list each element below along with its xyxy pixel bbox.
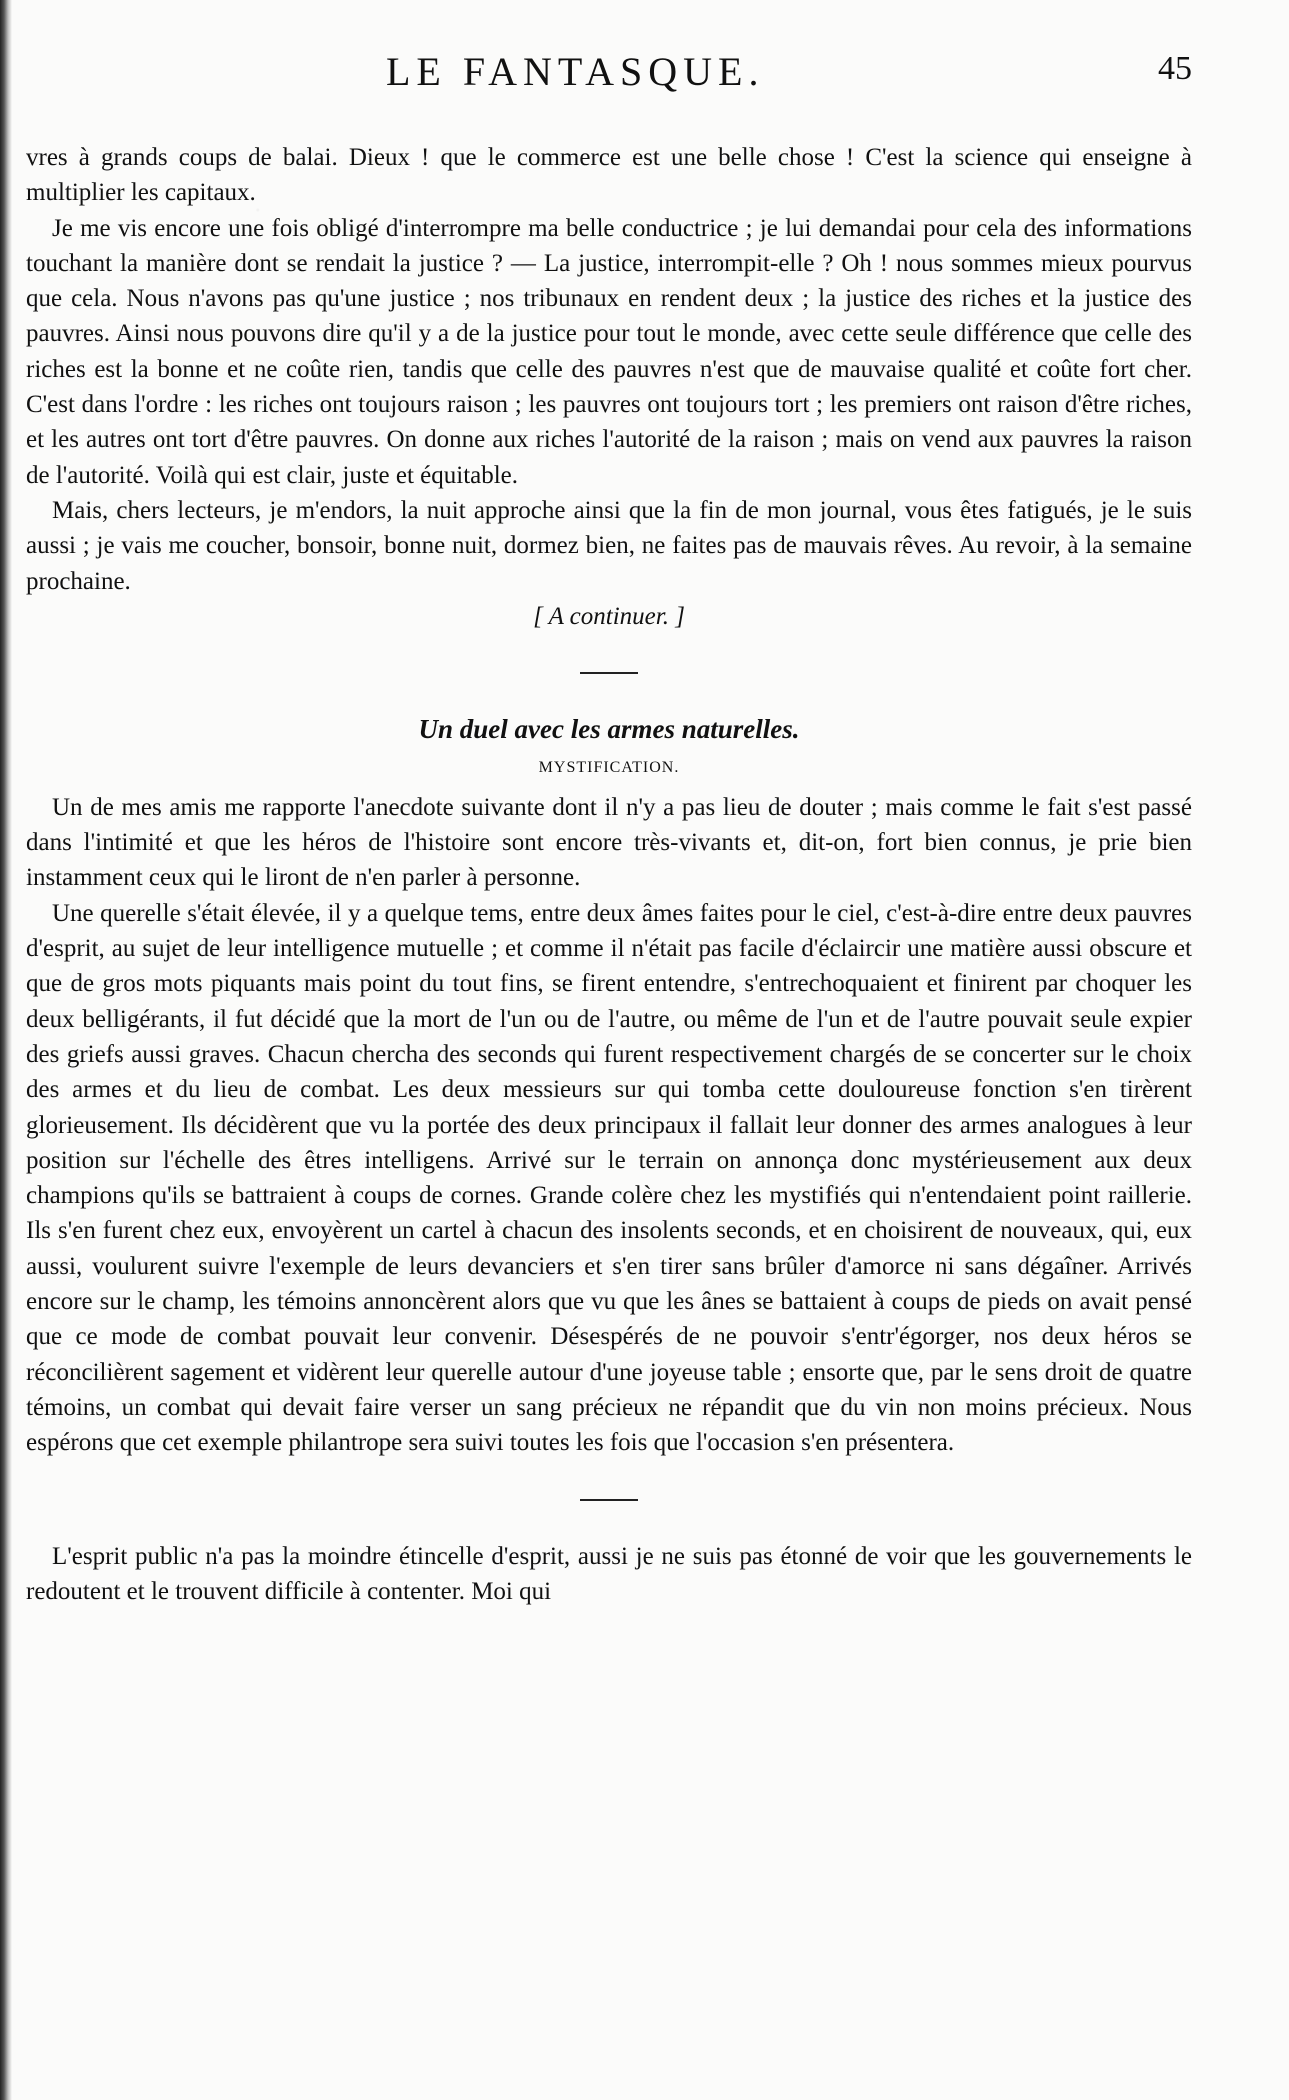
page-number: 45 [1158, 50, 1192, 87]
running-title: LE FANTASQUE. [386, 49, 765, 94]
paragraph-farewell: Mais, chers lecteurs, je m'endors, la nuit approche ainsi que la fin de mon journal, vous êtes fatigués, je le suis aussi ; je vais me coucher, bonsoir, bonne nuit, dormez bien, ne faites pas de mauvais rêves. Au revoir, à la semaine prochaine. [26, 496, 1192, 595]
continuation-note: [ A continuer. ] [533, 602, 685, 630]
paragraph-continued: vres à grands coups de balai. Dieux ! que le commerce est une belle chose ! C'est la science qui enseigne à multiplier les capitaux. [26, 144, 1192, 207]
paragraph-justice: Je me vis encore une fois obligé d'interrompre ma belle conductrice ; je lui demandai pour cela des informations touchant la manière dont se rendait la justice ? — La justice, interrompit-elle ? Oh ! nous sommes mieux pourvus que cela. Nous n'avons pas qu'une justice ; nos tribunaux en rendent deux ; la justice des riches et la justice des pauvres. Ainsi nous pouvons dire qu'il y a de la justice pour tout le monde, avec cette seule différence que celle des riches est la bonne et ne coûte rien, tandis que celle des pauvres n'est que de mauvaise qualité et coûte fort cher. C'est dans l'ordre : les riches ont toujours raison ; les pauvres ont toujours tort ; les premiers ont raison d'être riches, et les autres ont tort d'être pauvres. On donne aux riches l'autorité de la raison ; mais on vend aux pauvres la raison de l'autorité. Voilà qui est clair, juste et équitable. [26, 214, 1192, 489]
section-divider [580, 1499, 638, 1501]
article-title: Un duel avec les armes naturelles. [418, 713, 800, 744]
paragraph-duel: Une querelle s'était élevée, il y a quelque tems, entre deux âmes faites pour le ciel, c'est-à-dire entre deux pauvres d'esprit, au sujet de leur intelligence mutuelle ; et comme il n'était pas facile d'éclaircir une matière aussi obscure et que de gros mots piquants mais point du tout fins, se firent entendre, s'entrechoquaient et finirent par choquer les deux belligérants, il fut décidé que la mort de l'un ou de l'autre, ou même de l'un et de l'autre pouvait seule expier des griefs aussi graves. Chacun chercha des seconds qui furent respectivement chargés de se concerter sur le choix des armes et du lieu de combat. Les deux messieurs sur qui tomba cette douloureuse fonction s'en tirèrent glorieusement. Ils décidèrent que vu la portée des deux principaux il fallait leur donner des armes analogues à leur position sur l'échelle des êtres intelligens. Arrivé sur le terrain on annonça donc mystérieusement aux deux champions qu'ils se battraient à coups de cornes. Grande colère chez les mystifiés qui n'entendaient point raillerie. Ils s'en furent chez eux, envoyèrent un cartel à chacun des insolents seconds, et en choisirent de nouveaux, qui, eux aussi, voulurent suivre l'exemple de leurs devanciers et s'en tirer sans brûler d'amorce ni sans dégaîner. Arrivés encore sur le champ, les témoins annoncèrent alors que vu que les ânes se battaient à coups de pieds on avait pensé que ce mode de combat pouvait leur convenir. Désespérés de ne pouvoir s'entr'égorger, nos deux héros se réconcilièrent sagement et vidèrent leur querelle autour d'une joyeuse table ; ensorte que, par le sens droit de quatre témoins, un combat qui devait faire verser un sang précieux ne répandit que du vin non moins précieux. Nous espérons que cet exemple philantrope sera suivi toutes les fois que l'occasion s'en présentera. [26, 899, 1192, 1457]
article-subtitle: MYSTIFICATION. [538, 758, 680, 776]
page-binding-edge [0, 0, 12, 2100]
page-content [26, 140, 1192, 1609]
page-header [26, 48, 1192, 96]
section-divider [580, 672, 638, 674]
paragraph-public-spirit: L'esprit public n'a pas la moindre étincelle d'esprit, aussi je ne suis pas étonné de voir que les gouvernements le redoutent et le trouvent difficile à contenter. Moi qui [26, 1542, 1192, 1605]
paragraph-anecdote: Un de mes amis me rapporte l'anecdote suivante dont il n'y a pas lieu de douter ; mais comme le fait s'est passé dans l'intimité et que les héros de l'histoire sont encore très-vivants et, dit-on, fort bien connus, je prie bien instamment ceux qui le liront de n'en parler à personne. [26, 793, 1192, 892]
